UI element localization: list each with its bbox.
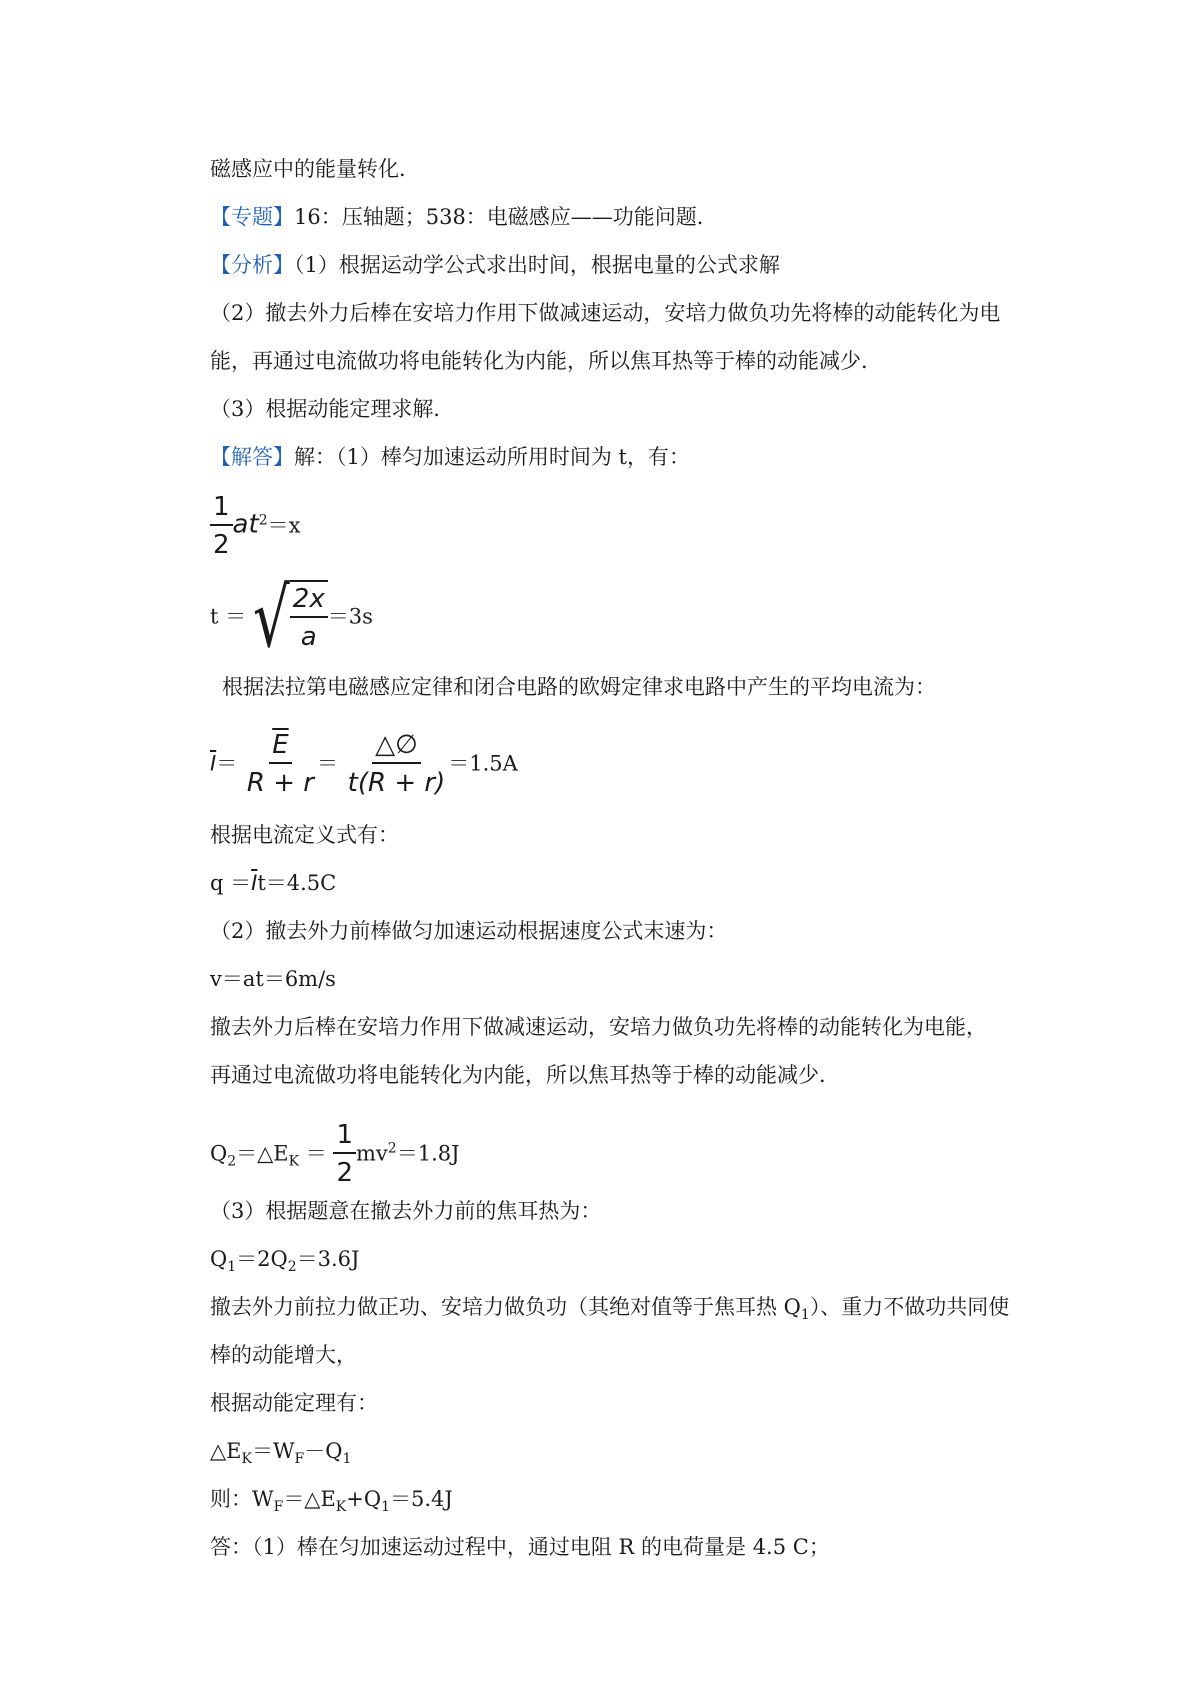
numerator: 1 [210, 490, 233, 526]
math-lhs: q ＝ [210, 871, 252, 895]
text-line: 棒的动能增大， [210, 1343, 357, 1367]
math-part: ＝△E [236, 1141, 289, 1166]
denominator: 2 [336, 1158, 354, 1188]
equation-q1 [210, 1244, 359, 1282]
subscript: 1 [800, 1307, 810, 1324]
subscript: 2 [287, 1259, 297, 1276]
radical-sign: √ [252, 570, 290, 666]
math-part: ＝3.6J [296, 1247, 360, 1271]
text-line: 撤去外力后棒在安培力作用下做减速运动，安培力做负功先将棒的动能转化为电能， [210, 1015, 987, 1039]
text-line: 根据电流定义式有： [210, 823, 399, 847]
text-line: （2）撤去外力后棒在安培力作用下做减速运动，安培力做负功先将棒的动能转化为电 [210, 301, 1001, 325]
math-part: ＝5.4J [390, 1487, 453, 1511]
numerator: $\overline{E}$ [269, 728, 291, 764]
subscript: F [294, 1451, 305, 1468]
math-part: ＝2Q [236, 1247, 288, 1271]
math-lhs: t ＝ [210, 604, 247, 629]
equation-energy-theorem [210, 1436, 351, 1474]
math-part: Q [210, 1247, 228, 1271]
solution-line [210, 442, 690, 472]
math-part: mv [356, 1141, 388, 1166]
math-part: ＝1.8J [396, 1141, 460, 1166]
subscript: 1 [342, 1451, 352, 1468]
math-var: at [232, 509, 259, 540]
solution-tag: 【解答】 [210, 445, 294, 469]
subscript: K [288, 1153, 300, 1170]
numerator: 1 [333, 1118, 356, 1154]
equation-time [210, 570, 373, 666]
fraction-half [210, 490, 233, 564]
fraction-emf [244, 728, 317, 802]
subscript: 2 [227, 1153, 237, 1170]
fraction [290, 582, 328, 656]
equation-heat [210, 1118, 460, 1192]
subscript: 1 [227, 1259, 237, 1276]
math-part: ＝△E [283, 1487, 336, 1511]
superscript: 2 [258, 512, 268, 529]
text-line: 根据法拉第电磁感应定律和闭合电路的欧姆定律求电路中产生的平均电流为： [222, 675, 936, 699]
denominator: a [300, 622, 317, 652]
math-part: △E [210, 1439, 242, 1463]
text-line: 再通过电流做功将电能转化为内能，所以焦耳热等于棒的动能减少． [210, 1063, 840, 1087]
math-rhs: ＝x [267, 513, 301, 538]
math-part: Q [210, 1141, 228, 1166]
text-part: ）、重力不做功共同使 [809, 1295, 1010, 1319]
math-rhs: t＝4.5C [257, 871, 337, 895]
equation-kinematics [210, 490, 300, 564]
analysis-line [210, 250, 780, 280]
superscript: 2 [387, 1140, 397, 1157]
text-line: （3）根据题意在撤去外力前的焦耳热为： [210, 1199, 602, 1223]
analysis-tag: 【分析】 [210, 253, 294, 277]
math-rhs: ＝3s [327, 604, 373, 629]
text-line: （3）根据动能定理求解． [210, 397, 455, 421]
radicand [290, 580, 328, 656]
equals: ＝ [316, 751, 338, 776]
text-line: v＝at＝6m/s [210, 967, 336, 991]
equation-current [210, 728, 518, 802]
topic-tag: 【专题】 [210, 205, 294, 229]
solution-text: 解：（1）棒匀加速运动所用时间为 t，有： [294, 445, 690, 469]
text-line [210, 1292, 1009, 1330]
fraction-half [333, 1118, 356, 1192]
equation-work [210, 1484, 453, 1522]
answer-line: 答：（1）棒在匀加速运动过程中，通过电阻 R 的电荷量是 4.5 C； [210, 1535, 830, 1559]
denominator: t(R + r) [347, 768, 446, 798]
square-root [252, 570, 328, 666]
math-part: －Q [304, 1439, 343, 1463]
topic-line [210, 202, 718, 232]
denominator: 2 [213, 530, 230, 560]
text-line: 磁感应中的能量转化． [210, 157, 420, 181]
math-rhs: ＝1.5A [448, 751, 518, 776]
math-lhs: $\overline{I}$ [210, 751, 217, 776]
math-part: ＝ [299, 1141, 327, 1166]
equals: ＝ [216, 751, 238, 776]
text-part: 撤去外力前拉力做正功、安培力做负功（其绝对值等于焦耳热 Q [210, 1295, 801, 1319]
subscript: 1 [381, 1499, 390, 1516]
math-var: $\overline{I}$ [251, 871, 258, 895]
text-line: 根据动能定理有： [210, 1391, 378, 1415]
text-line: 能，再通过电流做功将电能转化为内能，所以焦耳热等于棒的动能减少． [210, 349, 882, 373]
analysis-text: （1）根据运动学公式求出时间，根据电量的公式求解 [294, 253, 780, 277]
equation-charge [210, 868, 336, 898]
math-part: ＝W [251, 1439, 295, 1463]
subscript: K [335, 1499, 347, 1516]
numerator: △∅ [372, 728, 421, 764]
numerator: 2x [290, 582, 328, 618]
math-part: +Q [346, 1487, 382, 1511]
topic-text: 16：压轴题；538：电磁感应——功能问题． [294, 205, 718, 229]
text-line: （2）撤去外力前棒做匀加速运动根据速度公式末速为： [210, 919, 728, 943]
math-part: 则：W [210, 1487, 274, 1511]
denominator: R + r [246, 768, 314, 798]
subscript: K [241, 1451, 252, 1468]
subscript: F [273, 1499, 284, 1516]
fraction-flux [345, 728, 449, 802]
